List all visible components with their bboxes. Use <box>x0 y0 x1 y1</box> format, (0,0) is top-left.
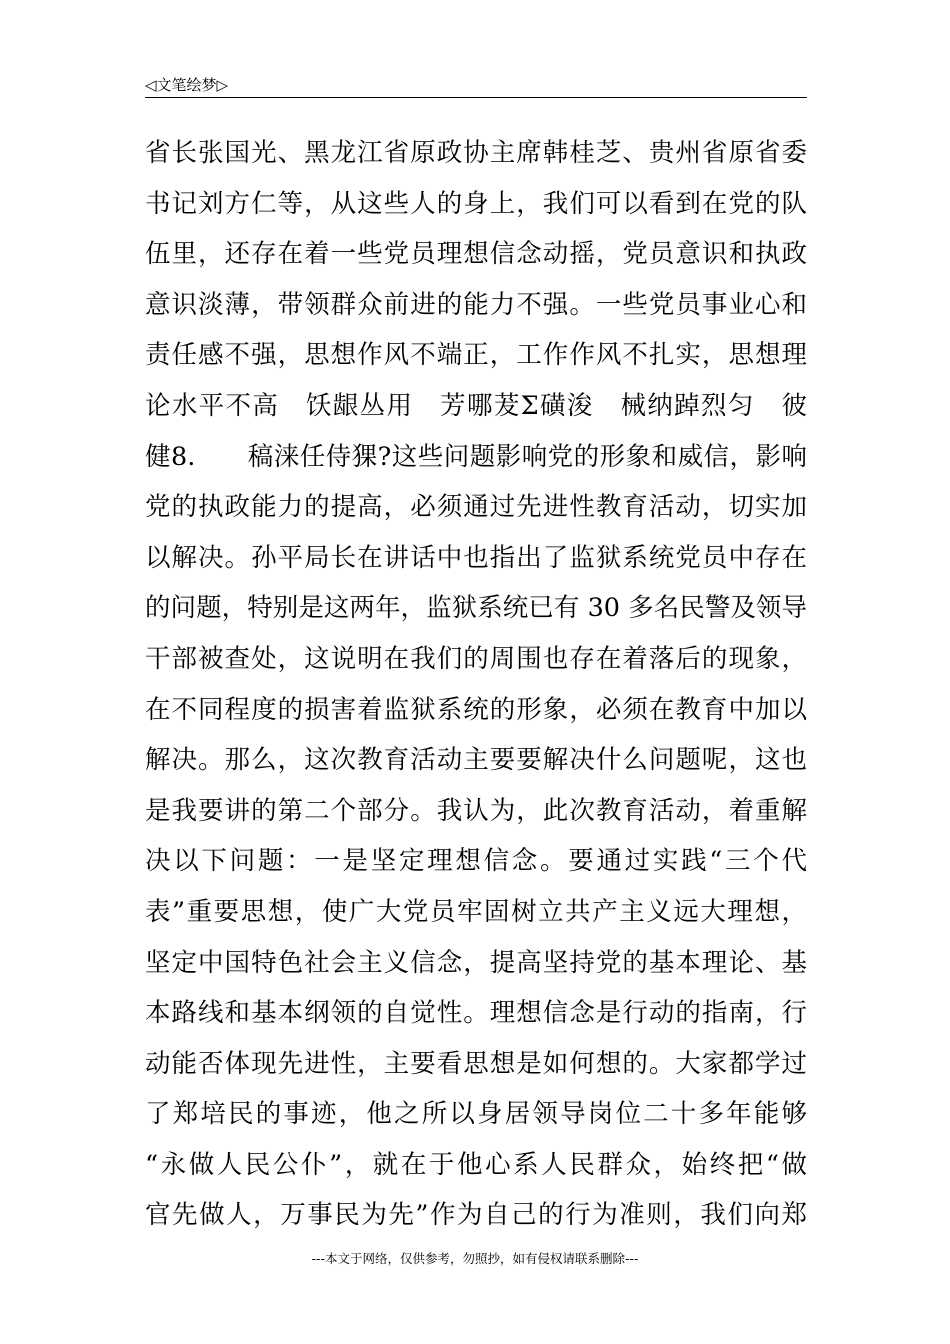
body-line: 书记刘方仁等，从这些人的身上，我们可以看到在党的队 <box>145 188 807 219</box>
body-line: 坚定中国特色社会主义信念，提高坚持党的基本理论、基 <box>145 947 807 978</box>
body-line: 动能否体现先进性，主要看思想是如何想的。大家都学过 <box>145 1048 807 1079</box>
header-divider <box>145 97 807 98</box>
body-line: 责任感不强，思想作风不端正，工作作风不扎实，思想理 <box>145 340 807 371</box>
header-title: ◁文笔绘梦▷ <box>145 76 229 94</box>
body-line: 以解决。孙平局长在讲话中也指出了监狱系统党员中存在 <box>145 542 807 573</box>
body-line: 是我要讲的第二个部分。我认为，此次教育活动，着重解 <box>145 795 807 826</box>
body-line: 决以下问题：一是坚定理想信念。要通过实践“三个代 <box>145 846 807 877</box>
body-line: 解决。那么，这次教育活动主要要解决什么问题呢，这也 <box>145 745 807 776</box>
body-line: 在不同程度的损害着监狱系统的形象，必须在教育中加以 <box>145 694 807 725</box>
body-line: “永做人民公仆”，就在于他心系人民群众，始终把“做 <box>145 1149 807 1180</box>
body-line: 干部被查处，这说明在我们的周围也存在着落后的现象， <box>145 643 807 674</box>
document-body <box>145 132 815 1245</box>
body-line: 党的执政能力的提高，必须通过先进性教育活动，切实加 <box>145 492 807 523</box>
body-line: 本路线和基本纲领的自觉性。理想信念是行动的指南，行 <box>145 998 807 1029</box>
body-line: 了郑培民的事迹，他之所以身居领导岗位二十多年能够 <box>145 1099 807 1130</box>
body-line: 意识淡薄，带领群众前进的能力不强。一些党员事业心和 <box>145 289 807 320</box>
body-line: 省长张国光、黑龙江省原政协主席韩桂芝、贵州省原省委 <box>145 138 807 168</box>
body-line: 官先做人，万事民为先”作为自己的行为准则，我们向郑 <box>145 1200 807 1231</box>
body-line: 表”重要思想，使广大党员牢固树立共产主义远大理想， <box>145 896 807 927</box>
footer-disclaimer: ---本文于网络，仅供参考，勿照抄，如有侵权请联系删除--- <box>311 1251 639 1266</box>
body-line: 伍里，还存在着一些党员理想信念动摇，党员意识和执政 <box>145 239 807 270</box>
body-line: 健8. 稿涞任侍猓?这些问题影响党的形象和威信，影响 <box>145 441 807 472</box>
body-line: 论水平不高 饫龈丛用 芳哪茇Σ磺浚 械纳踔烈匀 彼 <box>145 390 807 421</box>
body-line: 的问题，特别是这两年，监狱系统已有 30 多名民警及领导 <box>145 593 807 624</box>
